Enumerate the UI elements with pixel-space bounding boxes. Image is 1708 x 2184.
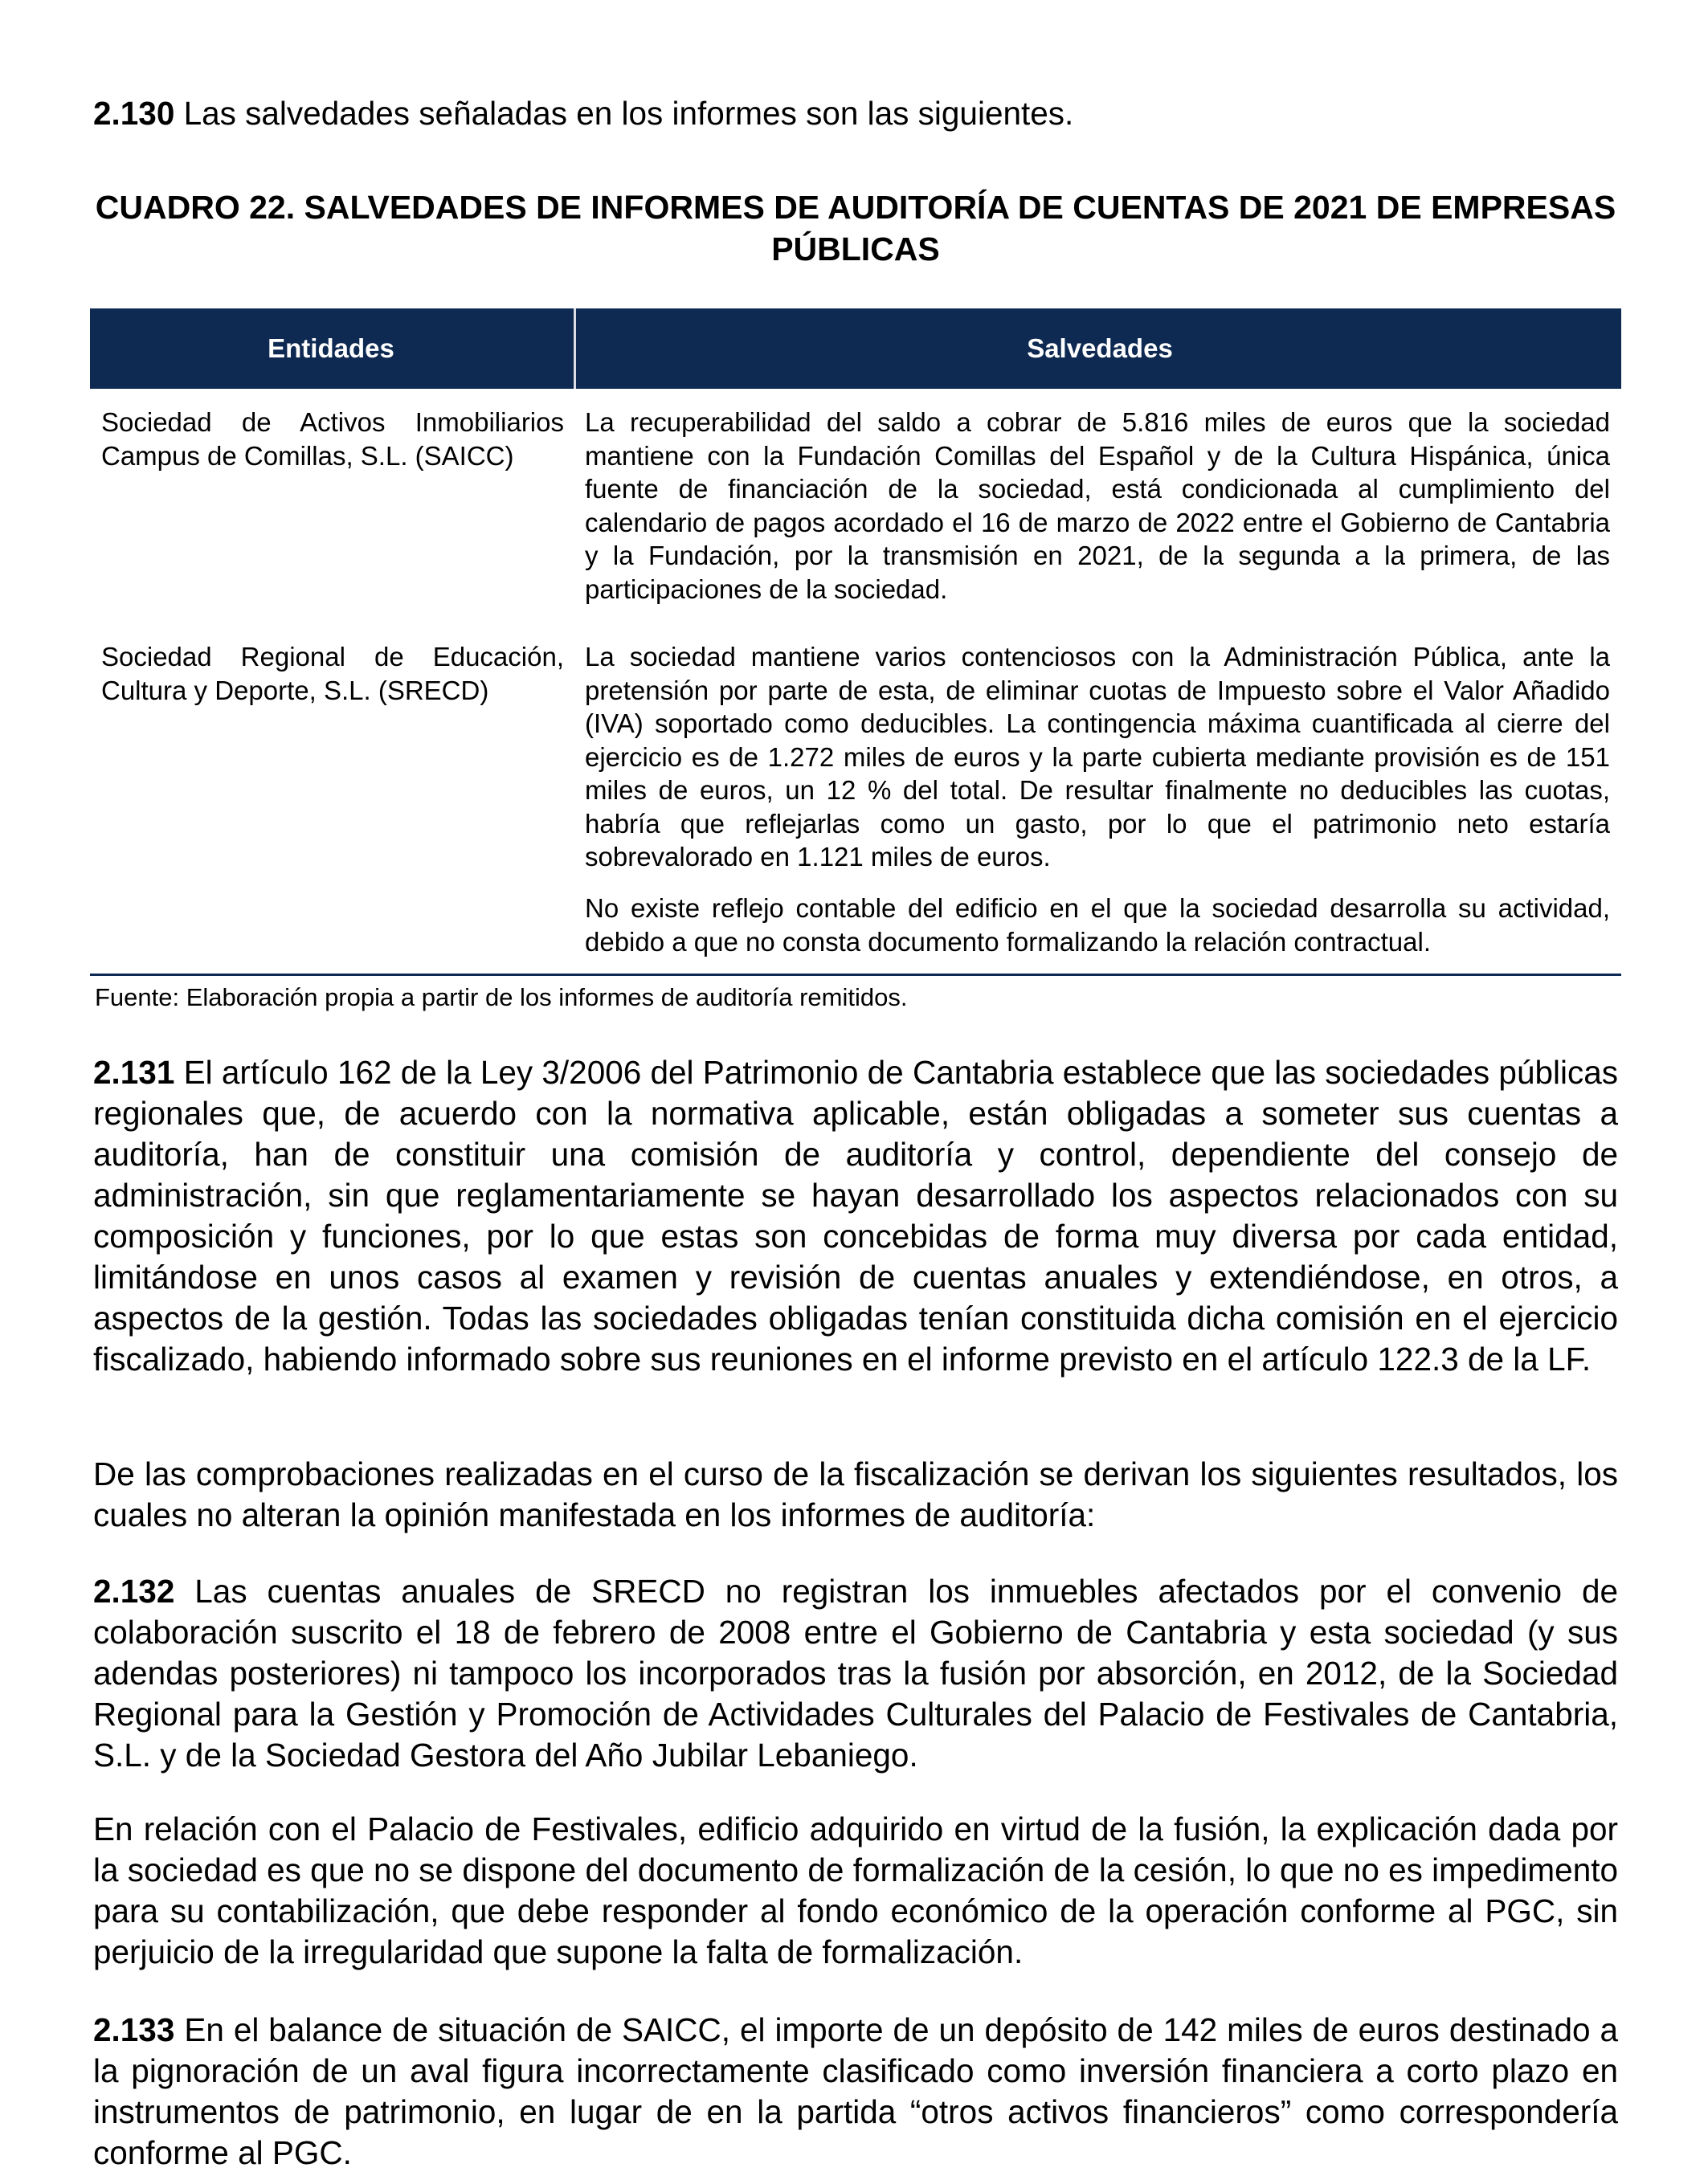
paragraph-2-131 [93,1052,1618,1380]
table-source-note: Fuente: Elaboración propia a partir de los informes de auditoría remitidos. [95,983,908,1011]
paragraph-text: En el balance de situación de SAICC, el importe de un depósito de 142 miles de euros destinado a la pignoración de un aval figura incorrectamente clasificado como inversión financiera a corto plazo en instrumentos de patrimonio, en lugar de en la partida “otros activos financieros” como correspondería conforme al PGC. [93,2011,1618,2171]
table-header [90,308,1621,389]
paragraph-2-130 [93,93,1618,134]
paragraph-number: 2.131 [93,1054,175,1091]
paragraph-number: 2.133 [93,2011,175,2048]
row-2-note-1: La sociedad mantiene varios contenciosos con la Administración Pública, ante la pretensión por parte de esta, de eliminar cuotas de Impuesto sobre el Valor Añadido (IVA) soportado como deducibles. La contingencia máxima cuantificada al cierre del ejercicio es de 1.272 miles de euros y la parte cubierta mediante provisión es de 151 miles de euros, un 12 % del total. De resultar finalmente no deducibles las cuotas, habría que reflejarlas como un gasto, por lo que el patrimonio neto estaría sobrevalorado en 1.121 miles de euros. [585,642,1610,872]
column-header-entidades: Entidades [268,333,394,363]
paragraph-text: Las salvedades señaladas en los informes son las siguientes. [174,95,1074,132]
paragraph-palacio: En relación con el Palacio de Festivales, edificio adquirido en virtud de la fusión, la explicación dada por la sociedad es que no se dispone del documento de formalización de la cesión, lo que no es impedimento para su contabilización, que debe responder al fondo económico de la operación conforme al PGC, sin perjuicio de la irregularidad que supone la falta de formalización. [93,1810,1618,1970]
paragraph-text: El artículo 162 de la Ley 3/2006 del Patrimonio de Cantabria establece que las sociedades públicas regionales que, de acuerdo con la normativa aplicable, están obligadas a someter sus cuentas a auditoría, han de constituir una comisión de auditoría y control, dependiente del consejo de administración, sin que reglamentariamente se hayan desarrollado los aspectos relacionados con su composición y funciones, por lo que estas son concebidas de forma muy diversa por cada entidad, limitándose en unos casos al examen y revisión de cuentas anuales y extendiéndose, en otros, a aspectos de la gestión. Todas las sociedades obligadas tenían constituida dicha comisión en el ejercicio fiscalizado, habiendo informado sobre sus reuniones en el informe previsto en el artículo 122.3 de la LF. [93,1054,1619,1378]
paragraph-2-133 [93,2010,1618,2174]
row-1-note-1: La recuperabilidad del saldo a cobrar de 5.816 miles de euros que la sociedad mantiene con la Fundación Comillas del Español y de la Cultura Hispánica, única fuente de financiación de la sociedad, está condicionada al cumplimiento del calendario de pagos acordado el 16 de marzo de 2022 entre el Gobierno de Cantabria y la Fundación, por la transmisión en 2021, de la segunda a la primera, de las participaciones de la sociedad. [585,407,1610,604]
table-bottom-rule [90,974,1621,976]
header-divider [574,308,576,389]
paragraph-comprobaciones: De las comprobaciones realizadas en el curso de la fiscalización se derivan los siguientes resultados, los cuales no alteran la opinión manifestada en los informes de auditoría: [93,1455,1618,1533]
paragraph-number: 2.132 [93,1573,175,1610]
row-2-note-2: No existe reflejo contable del edificio en el que la sociedad desarrolla su actividad, debido a que no consta documento formalizando la relación contractual. [585,893,1610,957]
row-1-entity: Sociedad de Activos Inmobiliarios Campus de Comillas, S.L. (SAICC) [101,407,564,471]
table-title: CUADRO 22. SALVEDADES DE INFORMES DE AUDITORÍA DE CUENTAS DE 2021 DE EMPRESAS PÚBLICAS [95,189,1616,267]
paragraph-text: Las cuentas anuales de SRECD no registran los inmuebles afectados por el convenio de colaboración suscrito el 18 de febrero de 2008 entre el Gobierno de Cantabria y esta sociedad (y sus adendas posteriores) ni tampoco los incorporados tras la fusión por absorción, en 2012, de la Sociedad Regional para la Gestión y Promoción de Actividades Culturales del Palacio de Festivales de Cantabria, S.L. y de la Sociedad Gestora del Año Jubilar Lebaniego. [93,1573,1618,1774]
row-2-entity: Sociedad Regional de Educación, Cultura y Deporte, S.L. (SRECD) [101,642,564,705]
paragraph-2-132 [93,1571,1618,1776]
column-header-salvedades: Salvedades [1027,333,1173,363]
paragraph-number: 2.130 [93,95,175,132]
